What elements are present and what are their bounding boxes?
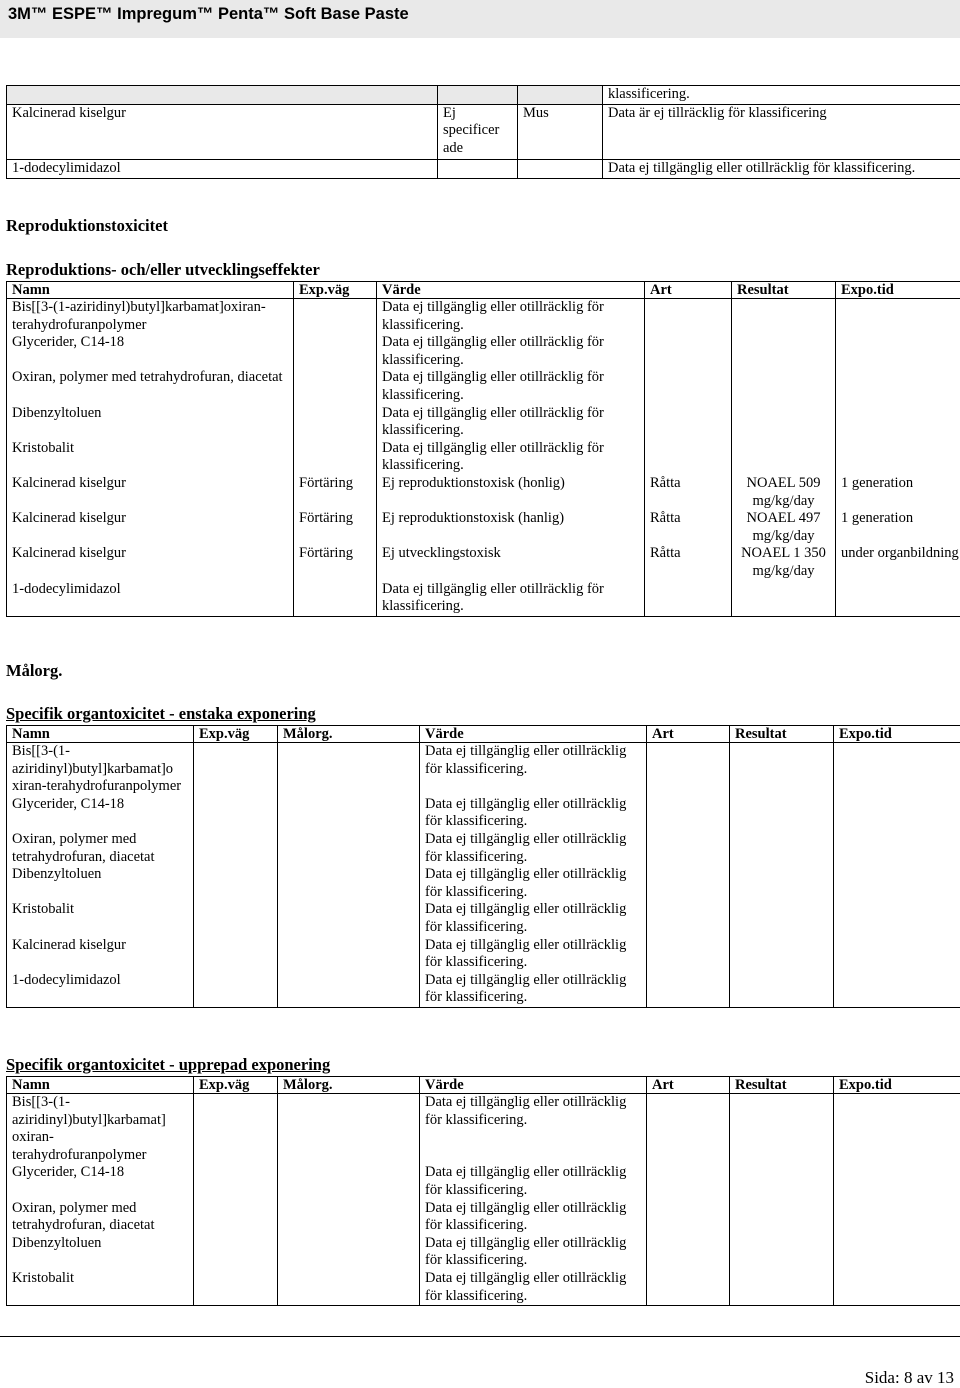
table-cell: Råtta — [645, 545, 732, 580]
table-cell — [645, 581, 732, 617]
column-header-value: Värde — [420, 1077, 647, 1094]
table-cell — [518, 86, 603, 105]
table-cell — [732, 299, 836, 335]
table-cell: Oxiran, polymer med tetrahydrofuran, diacetat — [7, 831, 194, 866]
table-cell: Kristobalit — [7, 440, 294, 475]
page-number: Sida: 8 av 13 — [865, 1368, 954, 1388]
table-cell — [732, 334, 836, 369]
table-cell — [438, 86, 518, 105]
table-header-row — [7, 1077, 960, 1094]
table-row — [7, 937, 960, 972]
table-cell — [732, 440, 836, 475]
table-row — [7, 581, 960, 617]
table-cell: Glycerider, C14-18 — [7, 1164, 194, 1199]
table-cell — [836, 299, 960, 335]
table-cell: Data ej tillgänglig eller otillräcklig för klassificering. — [420, 866, 647, 901]
column-header-duration: Expo.tid — [836, 282, 960, 299]
table-cell: Ej reproduktionstoxisk (hanlig) — [377, 510, 645, 545]
table-cell: Råtta — [645, 475, 732, 510]
column-header-organ: Målorg. — [278, 1077, 420, 1094]
table-cell: 1 generation — [836, 510, 960, 545]
column-header-value: Värde — [420, 726, 647, 743]
table-cell — [645, 334, 732, 369]
table-cell: under organbildning — [836, 545, 960, 580]
table-cell: Data ej tillgänglig eller otillräcklig för klassificering. — [377, 405, 645, 440]
table-cell: Bis[[3-(1-aziridinyl)butyl]karbamat] oxiran-terahydrofuranpolymer — [7, 1094, 194, 1165]
column-header-route: Exp.väg — [294, 282, 377, 299]
table-row — [7, 299, 960, 335]
table-cell: Råtta — [645, 510, 732, 545]
table-cell: Data ej tillgänglig eller otillräcklig för klassificering. — [420, 1094, 647, 1165]
document-title: 3M™ ESPE™ Impregum™ Penta™ Soft Base Paste — [8, 5, 409, 24]
column-header-route: Exp.väg — [194, 726, 278, 743]
table-cell: Ej specificer ade — [438, 104, 518, 160]
acute-tox-continuation-table — [6, 85, 960, 179]
footer-divider — [0, 1336, 960, 1337]
table-cell: Data ej tillgänglig eller otillräcklig för klassificering. — [377, 334, 645, 369]
table-cell — [294, 440, 377, 475]
table-cell — [294, 299, 377, 335]
table-cell: Data ej tillgänglig eller otillräcklig för klassificering. — [420, 796, 647, 831]
table-row — [7, 1094, 960, 1165]
table-cell: Data ej tillgänglig eller otillräcklig för klassificering. — [420, 1270, 647, 1306]
table-cell: Dibenzyltoluen — [7, 1235, 194, 1270]
table-cell — [7, 86, 438, 105]
table-cell — [294, 581, 377, 617]
table-cell — [836, 440, 960, 475]
table-cell: Ej reproduktionstoxisk (honlig) — [377, 475, 645, 510]
table-row — [7, 510, 960, 545]
table-cell: Data ej tillgänglig eller otillräcklig för klassificering. — [377, 369, 645, 404]
table-cell — [645, 369, 732, 404]
table-row — [7, 545, 960, 580]
table-cell — [438, 160, 518, 179]
column-header-organ: Målorg. — [278, 726, 420, 743]
table-cell: Data ej tillgänglig eller otillräcklig för klassificering. — [377, 581, 645, 617]
table-cell: Data ej tillgänglig eller otillräcklig för klassificering. — [420, 1164, 647, 1199]
table-row — [7, 1164, 960, 1199]
column-header-species: Art — [647, 1077, 730, 1094]
table-row — [7, 1270, 960, 1306]
table-cell: Kristobalit — [7, 901, 194, 936]
table-cell: Förtäring — [294, 475, 377, 510]
table-cell: Data ej tillgänglig eller otillräcklig för klassificering. — [420, 937, 647, 972]
table-cell: Data ej tillgänglig eller otillräcklig för klassificering. — [420, 831, 647, 866]
table-row — [7, 1200, 960, 1235]
table-row — [7, 796, 960, 831]
table-row — [7, 743, 960, 796]
table-row — [7, 440, 960, 475]
table-cell: 1-dodecylimidazol — [7, 972, 194, 1008]
table-cell: Data ej tillgänglig eller otillräcklig för klassificering. — [603, 160, 960, 179]
section-heading-target-organs: Målorg. — [6, 661, 62, 681]
table-header-row — [7, 726, 960, 743]
subsection-heading-reproductive-effects: Reproduktions- och/eller utvecklingseffekter — [6, 260, 320, 280]
column-header-result: Resultat — [730, 1077, 834, 1094]
table-cell — [294, 369, 377, 404]
reproductive-toxicity-table — [6, 281, 960, 617]
table-cell: NOAEL 509 mg/kg/day — [732, 475, 836, 510]
table-cell: 1-dodecylimidazol — [7, 160, 438, 179]
table-cell: Data ej tillgänglig eller otillräcklig för klassificering. — [420, 1200, 647, 1235]
table-row — [7, 831, 960, 866]
table-cell — [836, 405, 960, 440]
column-header-route: Exp.väg — [194, 1077, 278, 1094]
table-cell: Data är ej tillräcklig för klassificering — [603, 104, 960, 160]
subsection-heading-single-exposure: Specifik organtoxicitet - enstaka exponering — [6, 704, 316, 724]
table-cell: Kalcinerad kiselgur — [7, 545, 294, 580]
table-cell — [836, 334, 960, 369]
table-cell — [732, 369, 836, 404]
table-row — [7, 475, 960, 510]
table-header-row — [7, 282, 960, 299]
table-cell: Oxiran, polymer med tetrahydrofuran, diacetat — [7, 369, 294, 404]
table-cell: Dibenzyltoluen — [7, 405, 294, 440]
column-header-name: Namn — [7, 1077, 194, 1094]
table-cell: 1-dodecylimidazol — [7, 581, 294, 617]
table-row — [7, 1235, 960, 1270]
table-cell — [645, 299, 732, 335]
table-cell: Kristobalit — [7, 1270, 194, 1306]
document-header — [0, 0, 960, 38]
column-header-duration: Expo.tid — [834, 1077, 960, 1094]
table-cell: Kalcinerad kiselgur — [7, 937, 194, 972]
table-cell: NOAEL 1 350 mg/kg/day — [732, 545, 836, 580]
table-cell — [294, 405, 377, 440]
table-cell — [294, 334, 377, 369]
table-cell: Glycerider, C14-18 — [7, 796, 194, 831]
table-cell — [836, 581, 960, 617]
table-cell — [645, 405, 732, 440]
table-row — [7, 160, 960, 179]
table-cell: Ej utvecklingstoxisk — [377, 545, 645, 580]
section-heading-reproductive-toxicity: Reproduktionstoxicitet — [6, 216, 168, 236]
column-header-value: Värde — [377, 282, 645, 299]
table-cell — [836, 369, 960, 404]
column-header-duration: Expo.tid — [834, 726, 960, 743]
table-cell: Oxiran, polymer med tetrahydrofuran, diacetat — [7, 1200, 194, 1235]
column-header-species: Art — [645, 282, 732, 299]
column-header-result: Resultat — [730, 726, 834, 743]
table-cell: Bis[[3-(1-aziridinyl)butyl]karbamat]o xiran-terahydrofuranpolymer — [7, 743, 194, 796]
table-cell: Förtäring — [294, 545, 377, 580]
table-row — [7, 405, 960, 440]
table-cell: Data ej tillgänglig eller otillräcklig för klassificering. — [420, 1235, 647, 1270]
table-row — [7, 334, 960, 369]
table-cell: Bis[[3-(1-aziridinyl)butyl]karbamat]oxiran-terahydrofuranpolymer — [7, 299, 294, 335]
table-row — [7, 901, 960, 936]
repeated-exposure-table — [6, 1076, 960, 1306]
table-cell: 1 generation — [836, 475, 960, 510]
column-header-species: Art — [647, 726, 730, 743]
column-header-name: Namn — [7, 282, 294, 299]
table-row — [7, 104, 960, 160]
table-cell: Dibenzyltoluen — [7, 866, 194, 901]
column-header-result: Resultat — [732, 282, 836, 299]
table-cell — [732, 581, 836, 617]
table-cell: Data ej tillgänglig eller otillräcklig för klassificering. — [420, 972, 647, 1008]
table-cell: Data ej tillgänglig eller otillräcklig för klassificering. — [377, 440, 645, 475]
table-cell: NOAEL 497 mg/kg/day — [732, 510, 836, 545]
table-cell: Glycerider, C14-18 — [7, 334, 294, 369]
column-header-name: Namn — [7, 726, 194, 743]
table-cell: Kalcinerad kiselgur — [7, 510, 294, 545]
table-cell: klassificering. — [603, 86, 960, 105]
single-exposure-table — [6, 725, 960, 1008]
table-cell: Kalcinerad kiselgur — [7, 104, 438, 160]
table-cell — [732, 405, 836, 440]
subsection-heading-repeated-exposure: Specifik organtoxicitet - upprepad exponering — [6, 1055, 330, 1075]
table-cell — [518, 160, 603, 179]
table-row — [7, 369, 960, 404]
table-cell: Data ej tillgänglig eller otillräcklig för klassificering. — [420, 743, 647, 796]
table-row — [7, 86, 960, 105]
table-cell — [645, 440, 732, 475]
table-cell: Data ej tillgänglig eller otillräcklig för klassificering. — [420, 901, 647, 936]
table-cell: Data ej tillgänglig eller otillräcklig för klassificering. — [377, 299, 645, 335]
table-cell: Mus — [518, 104, 603, 160]
table-row — [7, 972, 960, 1008]
table-cell: Kalcinerad kiselgur — [7, 475, 294, 510]
table-cell: Förtäring — [294, 510, 377, 545]
table-row — [7, 866, 960, 901]
